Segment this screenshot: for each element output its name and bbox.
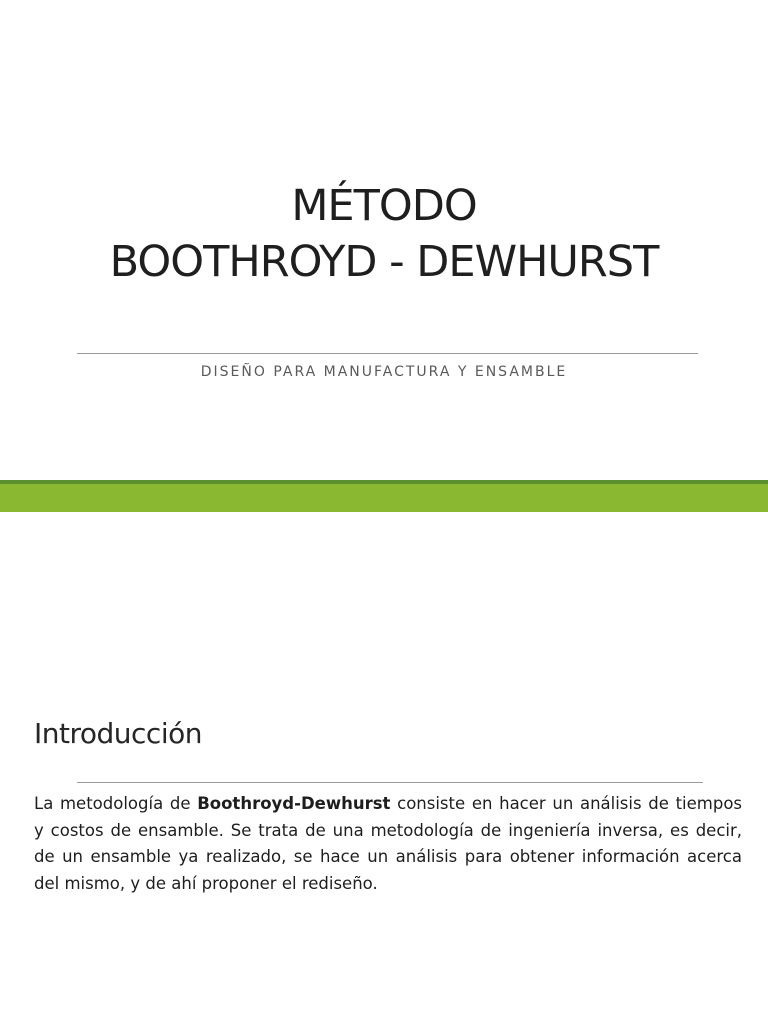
cover-title <box>0 178 768 290</box>
slide-divider-band <box>0 480 768 512</box>
cover-title-line-2: BOOTHROYD - DEWHURST <box>109 237 659 287</box>
intro-paragraph-suffix: consiste en hacer un análisis de tiempos y costos de ensamble. Se trata de una metodología de ingeniería inversa, es decir, de un ensamble ya realizado, se hace un análisis para obtener información acerca del mismo, y de ahí proponer el rediseño. <box>34 794 743 893</box>
cover-slide <box>0 0 768 480</box>
intro-slide <box>0 512 768 1024</box>
intro-paragraph-prefix: La metodología de <box>34 794 198 813</box>
cover-title-rule <box>77 353 698 354</box>
intro-heading: Introducción <box>34 717 202 750</box>
intro-paragraph <box>34 791 742 897</box>
intro-heading-rule <box>77 782 703 783</box>
divider-band-light-stripe <box>0 484 768 512</box>
intro-paragraph-bold-term: Boothroyd-Dewhurst <box>197 794 391 813</box>
cover-title-line-1: MÉTODO <box>291 181 477 231</box>
cover-subtitle: DISEÑO PARA MANUFACTURA Y ENSAMBLE <box>200 364 568 380</box>
